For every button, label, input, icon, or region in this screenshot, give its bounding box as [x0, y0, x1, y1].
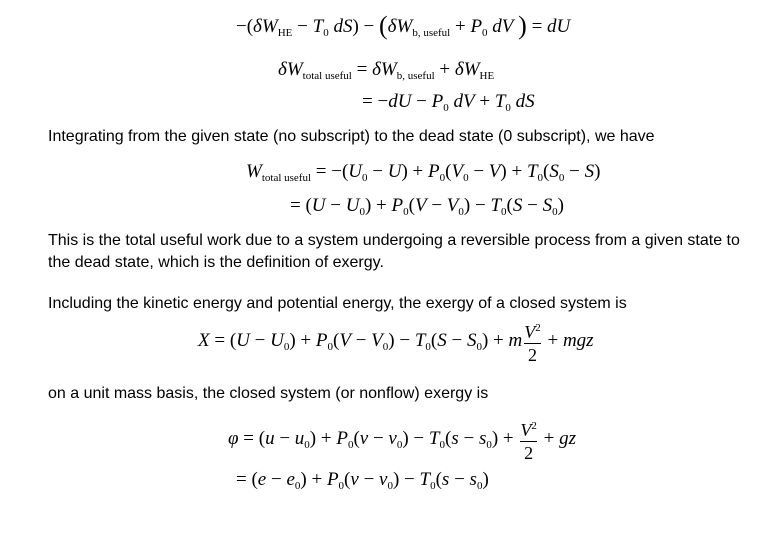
- equation-total-useful-work-def: $\delta W_{total useful} = \delta W_{b, useful} + \delta W_{HE}$: [278, 59, 495, 82]
- paragraph-exergy-definition: This is the total useful work due to a system undergoing a reversible process from a given state to the dead state, which is the definition of exergy.: [48, 232, 740, 271]
- paragraph-integrating: Integrating from the given state (no subscript) to the dead state (0 subscript), we have: [48, 128, 655, 145]
- equation-specific-exergy-energy-form: = $(e - e_0) + P_0(v - v_0) - T_0(s - s_0)$: [236, 469, 489, 492]
- equation-energy-balance: $-(\delta W_{HE} - T_0$ $dS) - (\delta W_{b, useful} + P_0$ dV ) = dU: [236, 11, 571, 40]
- equation-total-useful-work-diff: = $-dU - P_0$ dV + $T_0$ dS: [362, 91, 535, 114]
- paragraph-unit-mass: on a unit mass basis, the closed system (or nonflow) exergy is: [48, 385, 489, 402]
- equation-closed-system-exergy: $X = (U - U_0) + P_0(V - V_0) - T_0(S - S_0) + m$ $\frac{V^2}{2}$ + mgz: [198, 318, 594, 365]
- fraction-v-squared-over-2-specific: $\frac{V^2}{2}$: [520, 420, 537, 463]
- equation-total-useful-work-integrated: $W_{total useful} = -(U_0 - U) + P_0(V_0 - V) + T_0(S_0 - S)$: [246, 161, 601, 184]
- paragraph-kinetic-potential: Including the kinetic energy and potential energy, the exergy of a closed system is: [48, 295, 627, 312]
- fraction-v-squared-over-2: $\frac{V^2}{2}$: [524, 322, 541, 365]
- equation-total-useful-work-rearranged: = $(U - U_0) + P_0(V - V_0) - T_0(S - S_0)$: [290, 195, 564, 218]
- equation-specific-exergy: $\varphi = (u - u_0) + P_0(v - v_0) - T_0(s - s_0)$ + $\frac{V^2}{2}$ + gz: [228, 416, 576, 463]
